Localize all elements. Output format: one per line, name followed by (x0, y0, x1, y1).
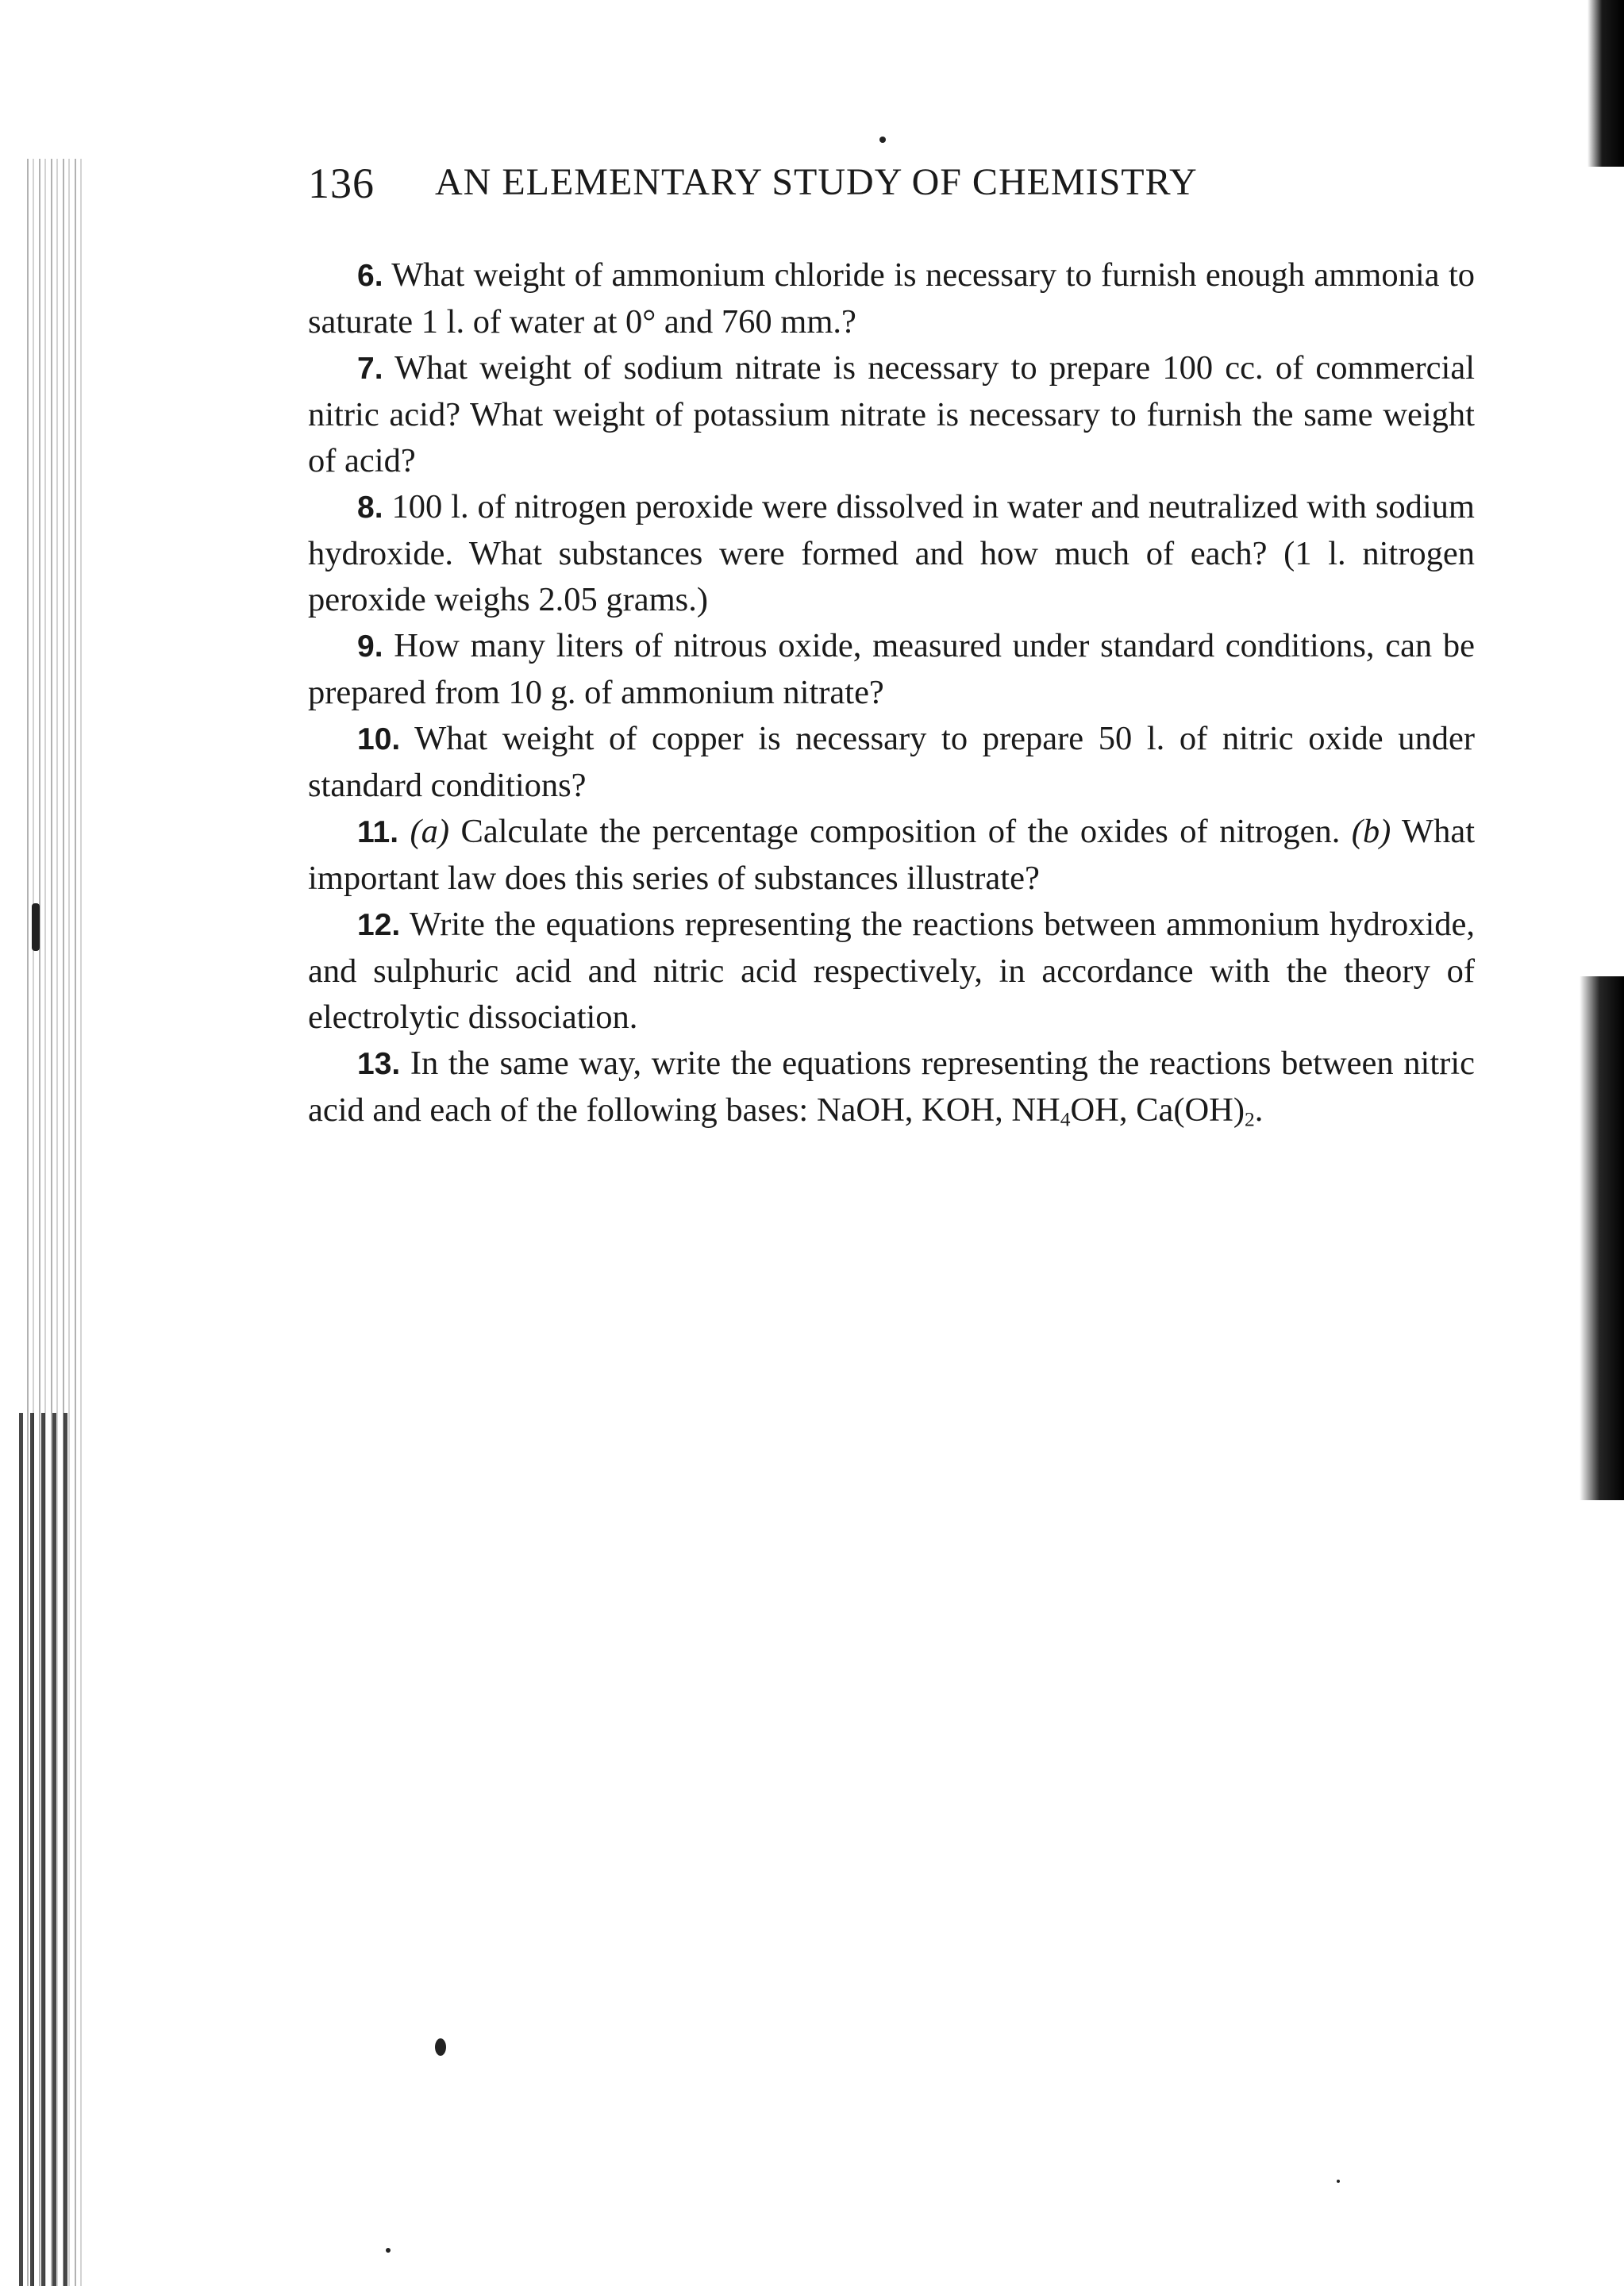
formula-part: Ca(OH) (1136, 1091, 1245, 1129)
question-10 (308, 716, 1475, 809)
question-number: 13. (357, 1047, 401, 1081)
formula-subscript: 4 (1060, 1107, 1071, 1131)
running-header (308, 159, 1356, 214)
question-6 (308, 252, 1475, 345)
ink-speck (386, 2248, 391, 2253)
formula-subscript: 2 (1245, 1107, 1255, 1131)
formula-part: . (1254, 1091, 1264, 1129)
running-title: AN ELEMENTARY STUDY OF CHEMISTRY (435, 161, 1198, 203)
question-text: In the same way, write the equations representing the reactions between nitric acid and each of the following bases: NaOH, KOH, (308, 1045, 1475, 1129)
question-12 (308, 902, 1475, 1041)
binding-shadow-left-dark (16, 1413, 71, 2286)
formula-part: NH (1011, 1091, 1060, 1129)
part-b-label: (b) (1351, 813, 1391, 850)
question-text: How many liters of nitrous oxide, measured under standard conditions, can be prepared from 10 g. of ammonium nitrate? (308, 627, 1476, 711)
page-number: 136 (308, 160, 375, 207)
question-text: Write the equations representing the reactions between ammonium hydroxide, and sulphuric acid and nitric acid respectively, in accordance with the theory of electrolytic dissociation. (308, 906, 1475, 1036)
question-number: 7. (357, 352, 383, 386)
ink-speck (1337, 2180, 1340, 2183)
part-a-label: (a) (410, 813, 450, 850)
formula-ammonium-hydroxide (1011, 1091, 1127, 1129)
ink-speck (32, 903, 40, 951)
question-number: 10. (357, 722, 401, 756)
ink-speck (435, 2038, 446, 2056)
question-number: 9. (357, 629, 383, 664)
question-text: What weight of sodium nitrate is necessary to prepare 100 cc. of commercial nitric acid? What weight of potassium nitrate is necessary to furnish the same weight of acid? (308, 349, 1475, 479)
ink-speck (879, 137, 886, 143)
question-7 (308, 345, 1475, 484)
part-b-text: What important law does this series of substances illustrate? (308, 813, 1476, 897)
question-number: 12. (357, 908, 401, 942)
question-text: What weight of ammonium chloride is necessary to furnish enough ammonia to saturate 1 l. of water at 0° and 760 mm.? (308, 256, 1476, 341)
formula-part: OH, (1070, 1091, 1128, 1129)
question-number: 6. (357, 259, 383, 293)
question-text: 100 l. of nitrogen peroxide were dissolved in water and neutralized with sodium hydroxide. What substances were formed and how much of each? (1 l. nitrogen peroxide weighs 2.05 grams.) (308, 488, 1475, 618)
part-a-text: Calculate the percentage composition of the oxides of nitrogen. (460, 813, 1341, 850)
question-13 (308, 1041, 1475, 1133)
question-number: 8. (357, 491, 383, 525)
formula-calcium-hydroxide (1136, 1091, 1263, 1129)
question-9 (308, 623, 1475, 716)
edge-shadow-right-top (1587, 0, 1624, 167)
question-number: 11. (357, 815, 399, 849)
edge-shadow-right-middle (1580, 976, 1624, 1500)
exercise-list (308, 252, 1475, 1133)
question-8 (308, 484, 1475, 623)
question-11 (308, 809, 1475, 902)
question-text: What weight of copper is necessary to prepare 50 l. of nitric oxide under standard conditions? (308, 720, 1475, 804)
